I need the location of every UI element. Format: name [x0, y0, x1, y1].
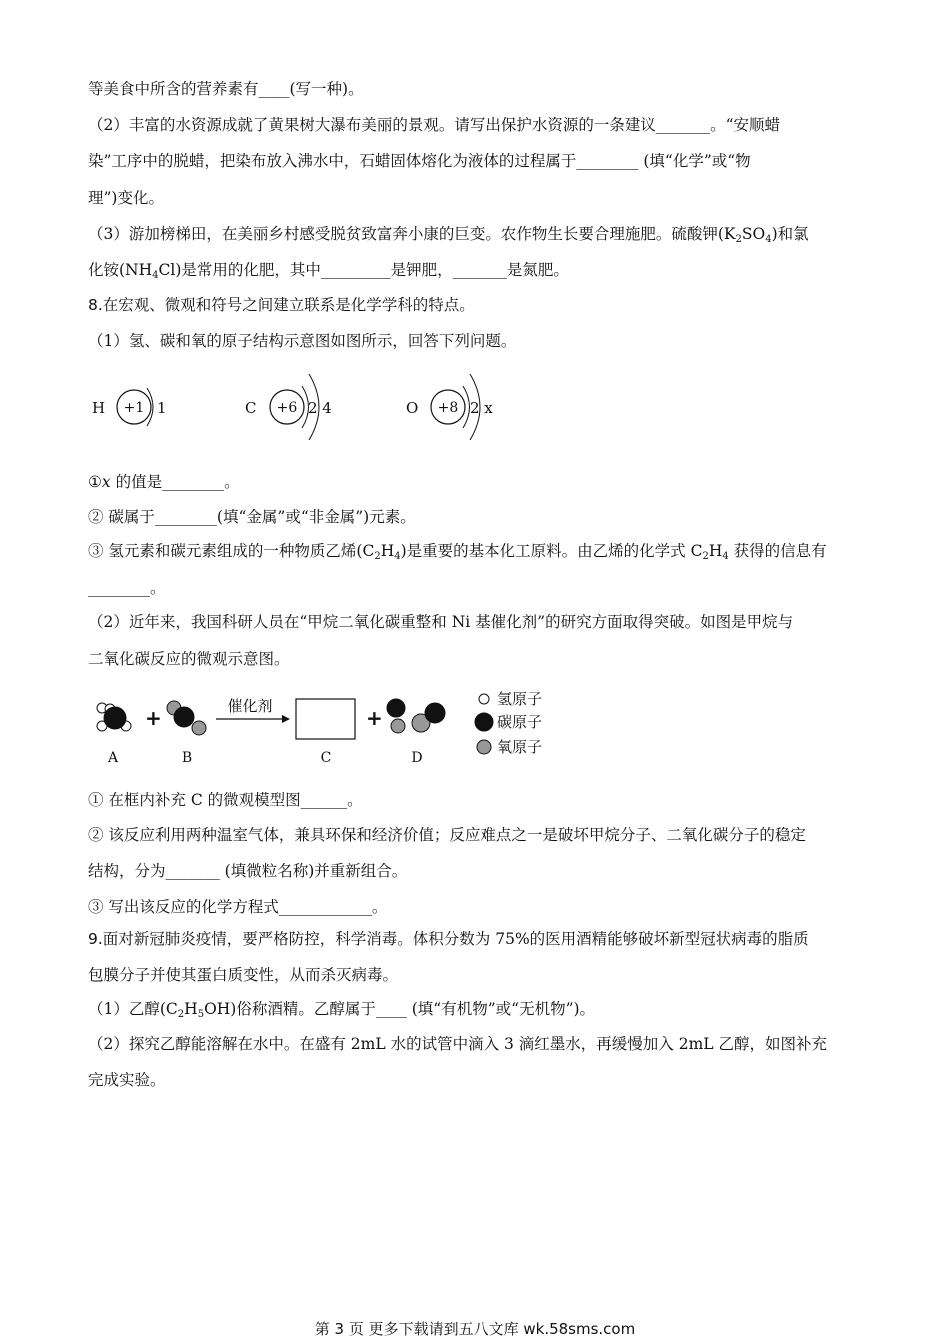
text-line: ③ 氢元素和碳元素组成的一种物质乙烯$(C_2H_4)$是重要的基本化工原料。由乙烯的化学式 $C_2H_4$ 获得的信息有	[88, 542, 827, 562]
text-line: （2）近年来，我国科研人员在“甲烷二氧化碳重整和 Ni 基催化剂”的研究方面取得突破。如图是甲烷与	[88, 613, 794, 631]
carbon-dioxide-molecule	[167, 701, 206, 735]
text-line: （3）游加榜梯田，在美丽乡村感受脱贫致富奔小康的巨变。农作物生长要合理施肥。硫酸钾$(K_2SO_4)$和氯	[88, 225, 809, 245]
text-line: 染”工序中的脱蜡，把染布放入沸水中，石蜡固体熔化为液体的过程属于________ (填“化学”或“物	[88, 152, 751, 170]
atomic-structure-diagram	[85, 360, 515, 455]
text-line: 完成实验。	[88, 1071, 166, 1089]
text-line: 理”)变化。	[88, 189, 164, 207]
methane-molecule	[97, 703, 131, 731]
atom-symbol: C	[245, 399, 257, 417]
legend-oxygen: 氧原子	[497, 738, 543, 756]
oxygen-atom-diagram	[406, 374, 493, 440]
text-line: ①x 的值是________。	[88, 473, 240, 491]
text-line: ② 碳属于________(填“金属”或“非金属”)元素。	[88, 508, 416, 526]
text-line: （2）丰富的水资源成就了黄果树大瀑布美丽的景观。请写出保护水资源的一条建议_______。“安顺蜡	[88, 116, 781, 134]
label-d: D	[411, 750, 423, 766]
question-8: 8.在宏观、微观和符号之间建立联系是化学学科的特点。	[88, 296, 475, 314]
shell-electrons: 2 x	[470, 399, 493, 417]
plus-sign: +	[145, 706, 162, 730]
atom-symbol: O	[406, 399, 419, 417]
carbon-atom-diagram	[245, 374, 332, 440]
reaction-micro-diagram	[88, 684, 568, 776]
shell-electrons: 2 4	[308, 399, 332, 417]
label-a: A	[107, 750, 119, 766]
nucleus-charge: +8	[437, 400, 459, 416]
text-line: 等美食中所含的营养素有____(写一种)。	[88, 80, 364, 98]
text-line: ________。	[88, 579, 166, 597]
page-footer: 第 3 页 更多下载请到五八文库 wk.58sms.com	[314, 1320, 636, 1338]
blank-box-c	[296, 699, 355, 739]
legend-hydrogen: 氢原子	[497, 690, 543, 708]
text-line: ① 在框内补充 C 的微观模型图______。	[88, 791, 363, 809]
text-line: ③ 写出该反应的化学方程式____________。	[88, 898, 388, 916]
catalyst-label: 催化剂	[227, 697, 273, 715]
text-line: 包膜分子并使其蛋白质变性，从而杀灭病毒。	[88, 966, 399, 984]
text-line: ② 该反应利用两种温室气体，兼具环保和经济价值；反应难点之一是破坏甲烷分子、二氧化碳分子的稳定	[88, 826, 806, 844]
text-line: （2）探究乙醇能溶解在水中。在盛有 2mL 水的试管中滴入 3 滴红墨水，再缓慢加入 2mL 乙醇，如图补充	[88, 1035, 827, 1053]
text-line: （1）氢、碳和氧的原子结构示意图如图所示，回答下列问题。	[88, 332, 517, 350]
label-b: B	[181, 750, 193, 766]
nucleus-charge: +1	[123, 400, 145, 416]
text-line: （1）乙醇$(C_2H_5OH)$俗称酒精。乙醇属于____ (填“有机物”或“无机物”)。	[88, 1000, 596, 1020]
text-line: 结构，分为_______ (填微粒名称)并重新组合。	[88, 862, 408, 880]
hydrogen-atom-diagram	[92, 388, 167, 426]
text-line: 二氧化碳反应的微观示意图。	[88, 650, 290, 668]
plus-sign: +	[366, 706, 383, 730]
atom-symbol: H	[92, 399, 106, 417]
legend-carbon: 碳原子	[497, 713, 543, 731]
shell-electrons: 1	[157, 399, 167, 417]
product-molecules	[387, 699, 445, 733]
nucleus-charge: +6	[276, 400, 298, 416]
text-line: 化铵$(NH_4Cl)$是常用的化肥，其中_________是钾肥，_______是氮肥。	[88, 261, 569, 281]
label-c: C	[320, 750, 332, 766]
question-9: 9.面对新冠肺炎疫情，要严格防控，科学消毒。体积分数为 75%的医用酒精能够破坏新型冠状病毒的脂质	[88, 930, 809, 948]
